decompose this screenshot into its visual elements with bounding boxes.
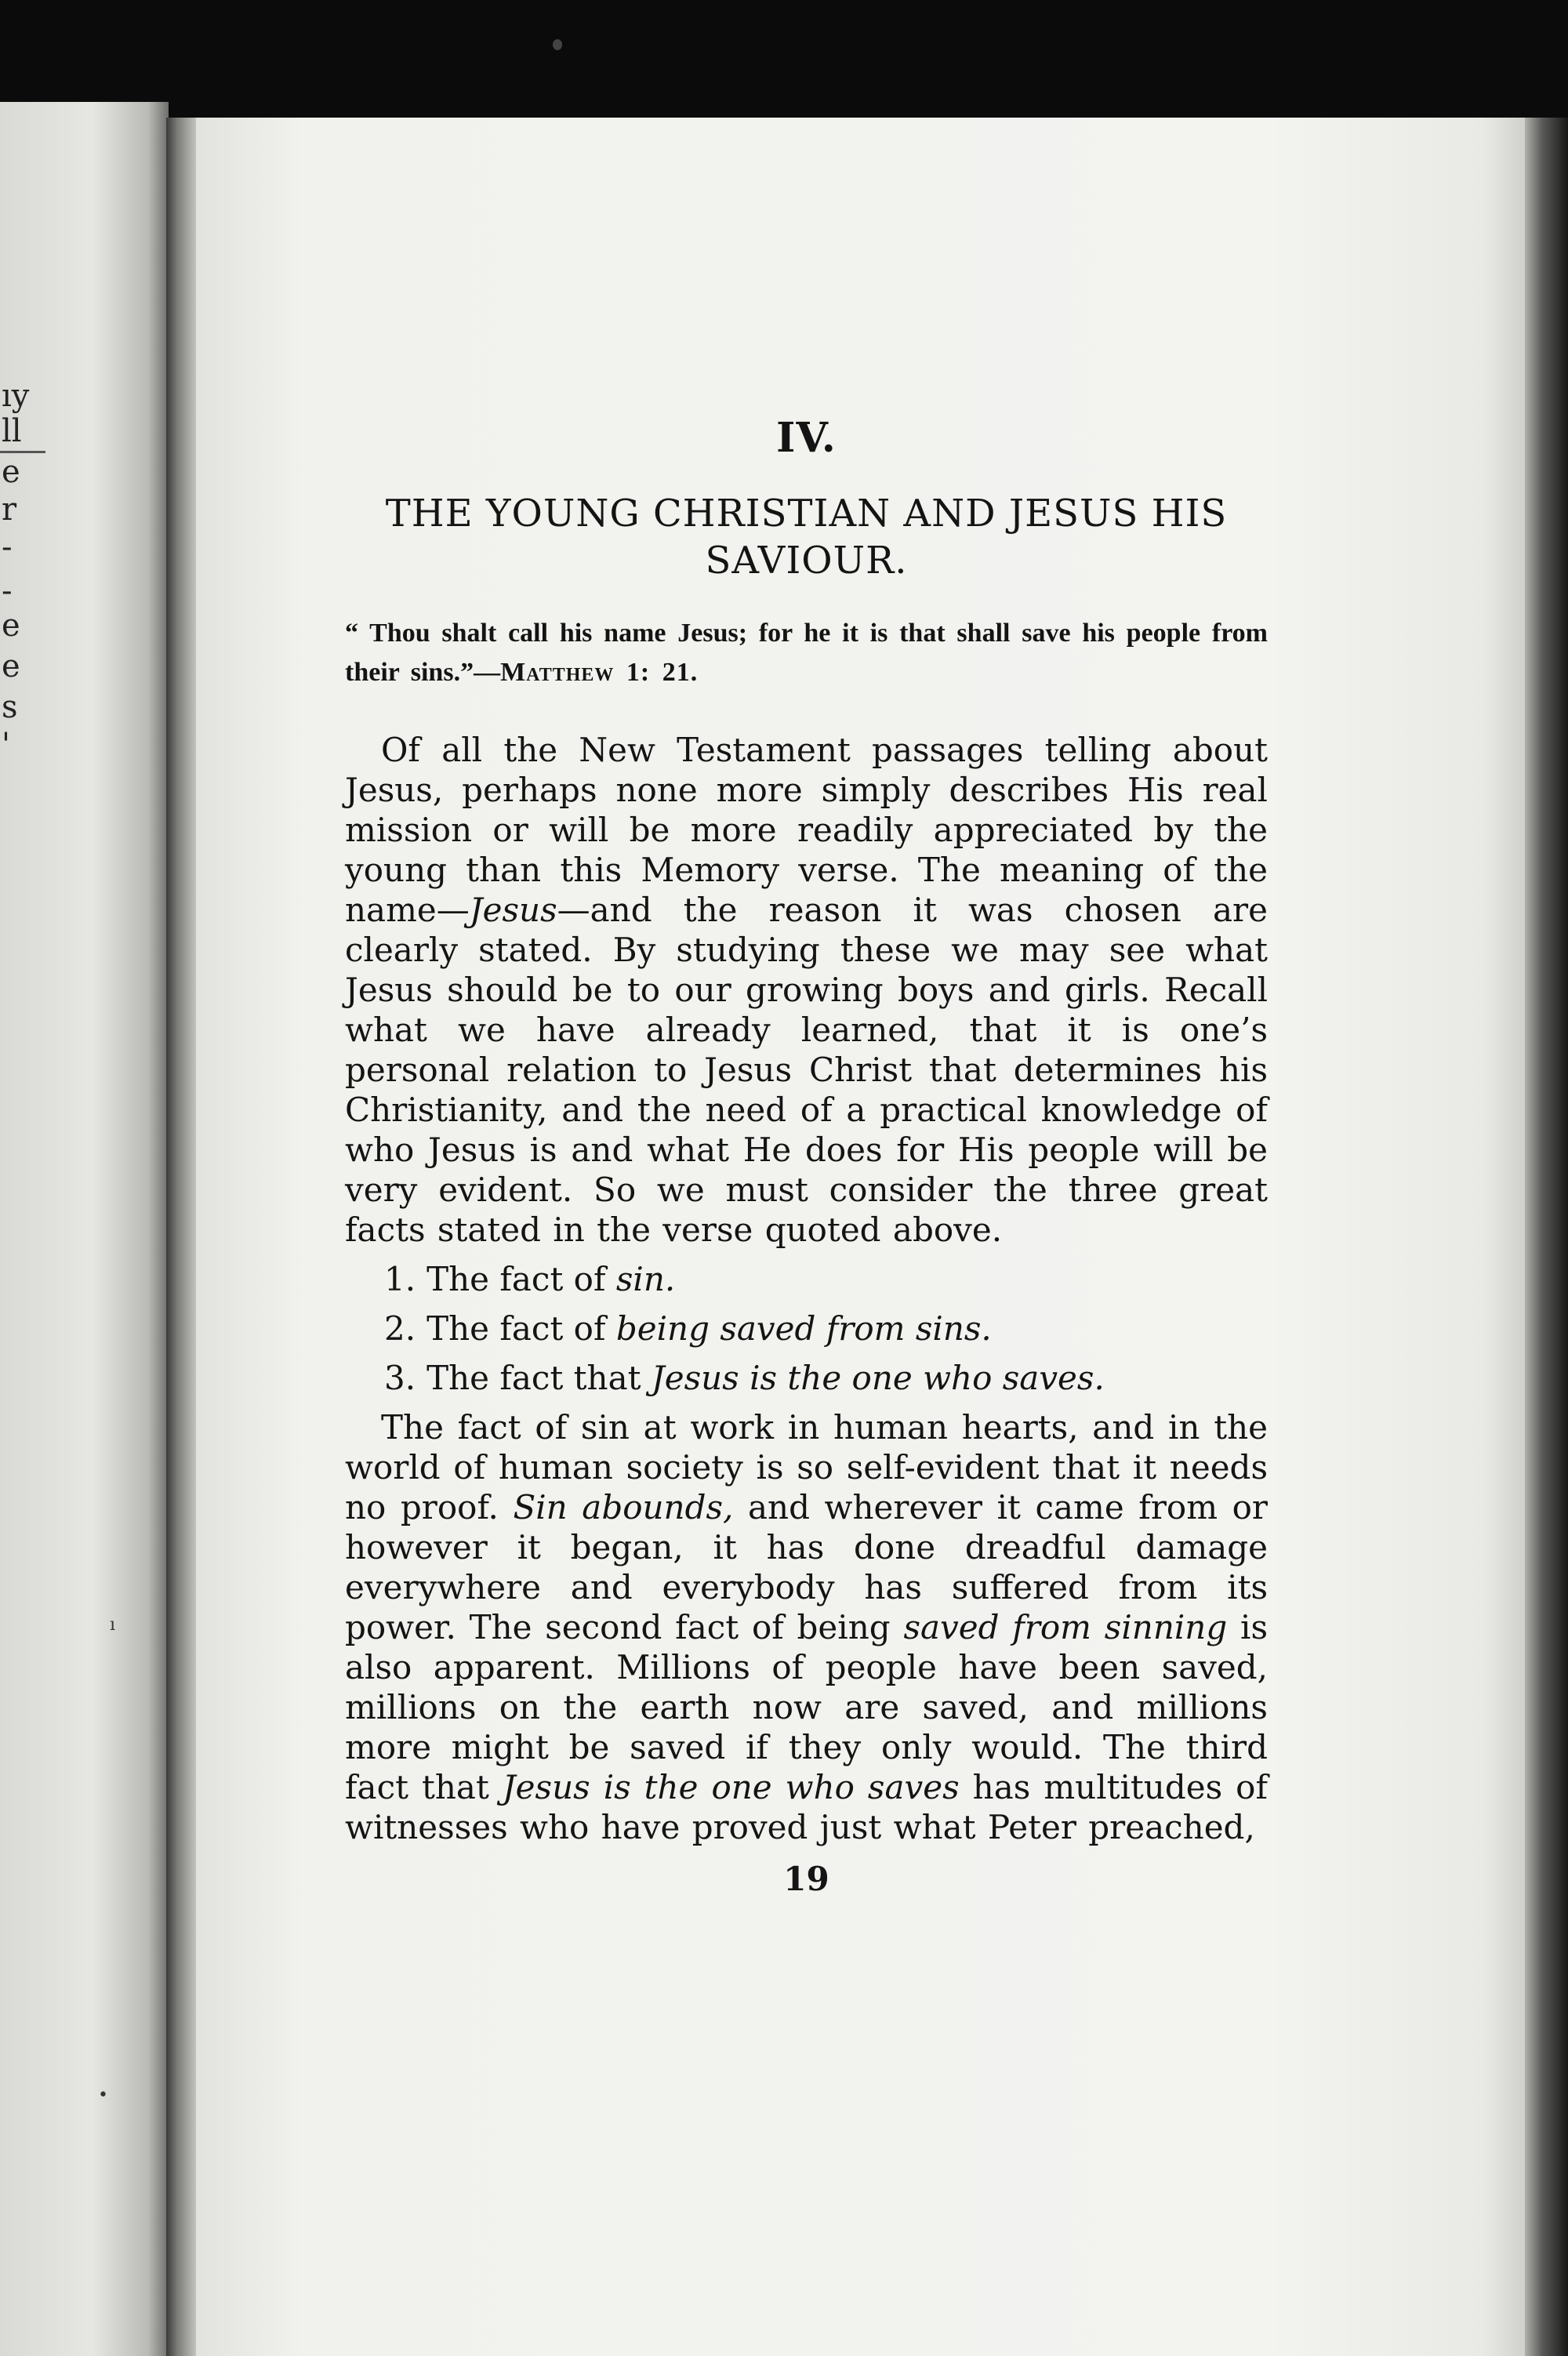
previous-page-fragment: '	[2, 727, 10, 763]
list-item-number: 1.	[384, 1260, 416, 1298]
paragraph-intro-text: Of all the New Testament passages telling about Jesus, perhaps none more simply describes His real mission or will be more readily appreciated by the young than this Memory verse. The meaning of the name—	[345, 731, 1268, 929]
paragraph-facts-italic: Jesus is the one who saves	[502, 1768, 960, 1806]
previous-page-fragment: e	[2, 648, 20, 684]
list-item-text: The fact of	[426, 1309, 616, 1348]
list-item	[345, 1353, 1268, 1403]
previous-page-fragment: e	[2, 608, 20, 644]
list-item-italic: being saved from sins.	[615, 1309, 992, 1348]
chapter-title-line-1: THE YOUNG CHRISTIAN AND JESUS HIS	[385, 492, 1228, 535]
ink-mark: •	[98, 2086, 108, 2105]
previous-page-rule	[0, 451, 45, 453]
previous-page-edge	[0, 102, 169, 2356]
page-number: 19	[783, 1860, 829, 1898]
previous-page-fragment: s	[2, 689, 18, 725]
chapter-title	[345, 490, 1268, 584]
paragraph-facts	[345, 1407, 1268, 1847]
list-item	[345, 1304, 1268, 1353]
previous-page-fragment: ıy	[2, 378, 30, 414]
previous-page-fragment: -	[2, 529, 13, 565]
paragraph-intro-text: —and the reason it was chosen are clearly stated. By studying these we may see what Jesus should be to our growing boys and girls. Recall what we have already learned, that it is one’s personal relation to Jesus Christ that determines his Christianity, and the need of a practical knowledge of who Jesus is and what He does for His people will be very evident. So we must consider the three great facts stated in the verse quoted above.	[345, 891, 1268, 1249]
page-edge-shadow	[1525, 118, 1568, 2356]
ink-mark: ı	[110, 1615, 116, 1635]
previous-page-fragment: e	[2, 454, 20, 490]
previous-page-fragment: r	[2, 492, 17, 528]
list-item-italic: sin.	[615, 1260, 676, 1298]
paragraph-facts-text: The fact of sin at work in human hearts, and in the world of human society is so self-evident that it needs no proof.	[345, 1408, 1268, 1526]
epigraph-reference: Matthew 1: 21.	[500, 658, 699, 687]
paragraph-facts-text: has multitudes of witnesses who have proved just what Peter preached,	[345, 1768, 1268, 1846]
list-item-text: The fact of	[426, 1260, 616, 1298]
list-item-text: The fact that	[426, 1359, 652, 1397]
list-item	[345, 1254, 1268, 1304]
list-item-number: 2.	[384, 1309, 416, 1348]
list-item-number: 3.	[384, 1359, 416, 1397]
paragraph-facts-text: is also apparent. Millions of people have been saved, millions on the earth now are saved, and millions more might be saved if they only would. The third fact that	[345, 1608, 1268, 1806]
previous-page-fragment: ll	[2, 413, 22, 449]
paragraph-intro	[345, 730, 1268, 1250]
paragraph-facts-italic: saved from sinning	[903, 1608, 1228, 1646]
chapter-title-line-2: SAVIOUR.	[705, 539, 908, 583]
paragraph-facts-text: and wherever it came from or however it began, it has done dreadful damage everywhere and everybody has suffered from its power. The second fact of being	[345, 1488, 1268, 1646]
page-content	[345, 414, 1268, 1898]
epigraph	[345, 614, 1268, 692]
previous-page-fragment: -	[2, 573, 13, 609]
paragraph-intro-italic: Jesus	[469, 891, 557, 929]
list-item-italic: Jesus is the one who saves.	[651, 1359, 1105, 1397]
facts-list	[345, 1254, 1268, 1403]
dust-speck	[553, 39, 562, 50]
paragraph-facts-italic: Sin abounds,	[513, 1488, 734, 1526]
chapter-number: IV.	[776, 414, 837, 462]
epigraph-quote: “ Thou shalt call his name Jesus; for he it is that shall save his people from their sins.”—	[345, 619, 1268, 687]
